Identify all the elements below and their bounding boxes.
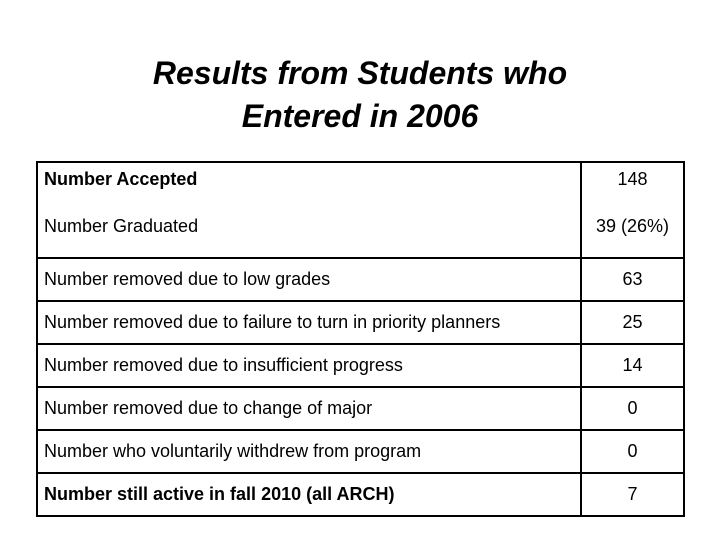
row-value: 148 bbox=[581, 162, 684, 210]
row-label: Number removed due to failure to turn in priority planners bbox=[37, 301, 581, 344]
page-title bbox=[0, 52, 720, 138]
row-value: 39 (26%) bbox=[581, 210, 684, 258]
table-row bbox=[37, 301, 684, 344]
row-value: 0 bbox=[581, 430, 684, 473]
row-label: Number who voluntarily withdrew from program bbox=[37, 430, 581, 473]
row-value: 0 bbox=[581, 387, 684, 430]
table-row bbox=[37, 430, 684, 473]
row-value: 63 bbox=[581, 258, 684, 301]
table-row bbox=[37, 344, 684, 387]
row-label: Number still active in fall 2010 (all ARCH) bbox=[37, 473, 581, 516]
row-value: 7 bbox=[581, 473, 684, 516]
row-label: Number Accepted bbox=[37, 162, 581, 210]
title-line-1: Results from Students who bbox=[152, 55, 568, 91]
table-row bbox=[37, 387, 684, 430]
row-label: Number removed due to low grades bbox=[37, 258, 581, 301]
row-value: 14 bbox=[581, 344, 684, 387]
results-table bbox=[36, 161, 685, 517]
title-line-2: Entered in 2006 bbox=[241, 98, 479, 134]
row-label: Number removed due to change of major bbox=[37, 387, 581, 430]
row-label: Number Graduated bbox=[37, 210, 581, 258]
table-row bbox=[37, 210, 684, 258]
table-row bbox=[37, 258, 684, 301]
row-label: Number removed due to insufficient progress bbox=[37, 344, 581, 387]
row-value: 25 bbox=[581, 301, 684, 344]
table-row bbox=[37, 162, 684, 210]
table-row bbox=[37, 473, 684, 516]
